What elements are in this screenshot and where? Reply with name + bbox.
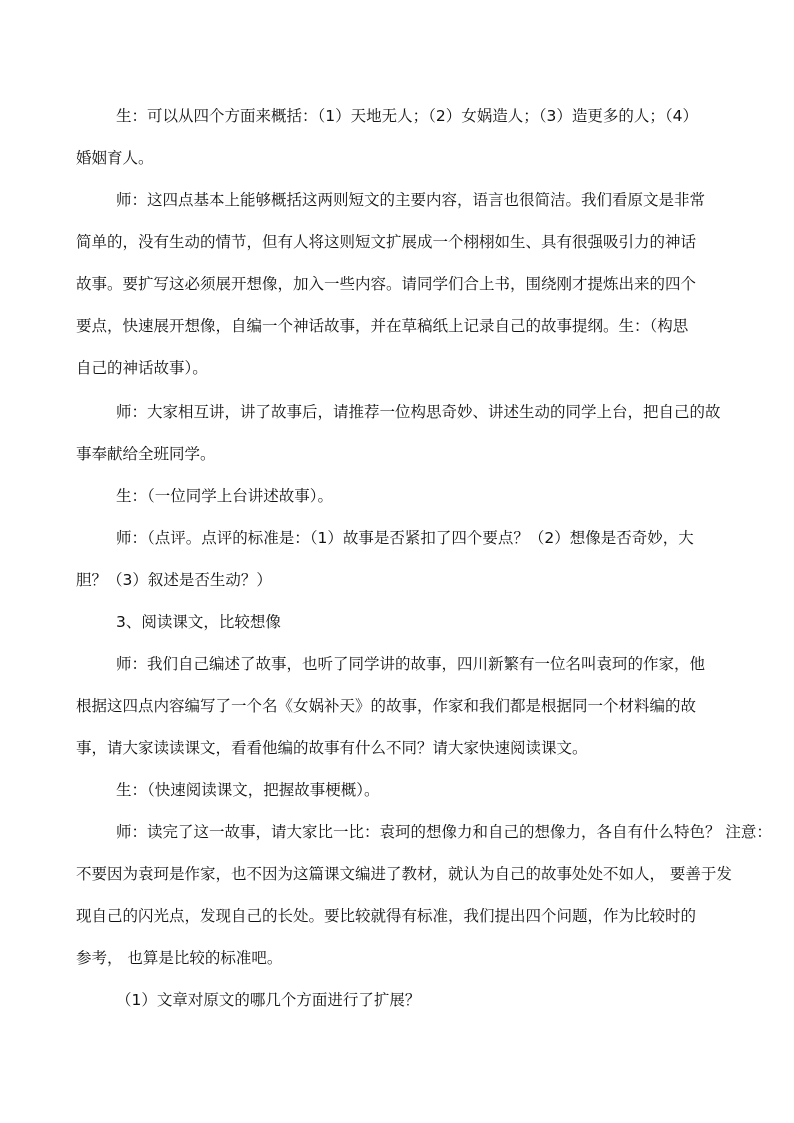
text-line: 师：大家相互讲，讲了故事后，请推荐一位构思奇妙、讲述生动的同学上台，把自己的故: [116, 403, 721, 421]
text-line: 婚姻育人。: [76, 149, 154, 167]
text-line: 生：可以从四个方面来概括：（1）天地无人；（2）女娲造人；（3）造更多的人；（4）: [116, 107, 698, 125]
text-line: 师：（点评。点评的标准是：（1）故事是否紧扣了四个要点？（2）想像是否奇妙，大: [116, 529, 694, 547]
text-line: 师：读完了这一故事，请大家比一比：袁珂的想像力和自己的想像力，各自有什么特色？ 注意：: [116, 823, 772, 841]
text-line: 自己的神话故事）。: [76, 359, 208, 377]
section-heading: 3、阅读课文，比较想像: [116, 613, 281, 631]
text-line: 根据这四点内容编写了一个名《女娲补天》的故事，作家和我们都是根据同一个材料编的故: [76, 697, 697, 715]
list-item: （1）文章对原文的哪几个方面进行了扩展？: [116, 991, 421, 1009]
text-line: 故事。要扩写这必须展开想像，加入一些内容。请同学们合上书，围绕刚才提炼出来的四个: [76, 275, 697, 293]
text-line: 简单的，没有生动的情节，但有人将这则短文扩展成一个栩栩如生、具有很强吸引力的神话: [76, 233, 697, 251]
text-line: 生：（快速阅读课文，把握故事梗概）。: [116, 781, 380, 799]
text-line: 事奉献给全班同学。: [76, 445, 216, 463]
text-line: 事，请大家读读课文，看看他编的故事有什么不同？请大家快速阅读课文。: [76, 739, 588, 757]
text-line: 师：我们自己编述了故事，也听了同学讲的故事，四川新繁有一位名叫袁珂的作家，他: [116, 655, 706, 673]
text-line: 现自己的闪光点，发现自己的长处。要比较就得有标准，我们提出四个问题，作为比较时的: [76, 907, 697, 925]
text-line: 师：这四点基本上能够概括这两则短文的主要内容，语言也很简洁。我们看原文是非常: [116, 191, 706, 209]
text-line: 不要因为袁珂是作家，也不因为这篇课文编进了教材，就认为自己的故事处处不如人， 要善于发: [76, 865, 732, 883]
text-line: 要点，快速展开想像，自编一个神话故事，并在草稿纸上记录自己的故事提纲。生：（构思: [76, 317, 689, 335]
text-line: 参考， 也算是比较的标准吧。: [76, 949, 283, 967]
text-line: 生：（一位同学上台讲述故事）。: [116, 487, 334, 505]
text-line: 胆？（3）叙述是否生动？）: [76, 571, 272, 589]
